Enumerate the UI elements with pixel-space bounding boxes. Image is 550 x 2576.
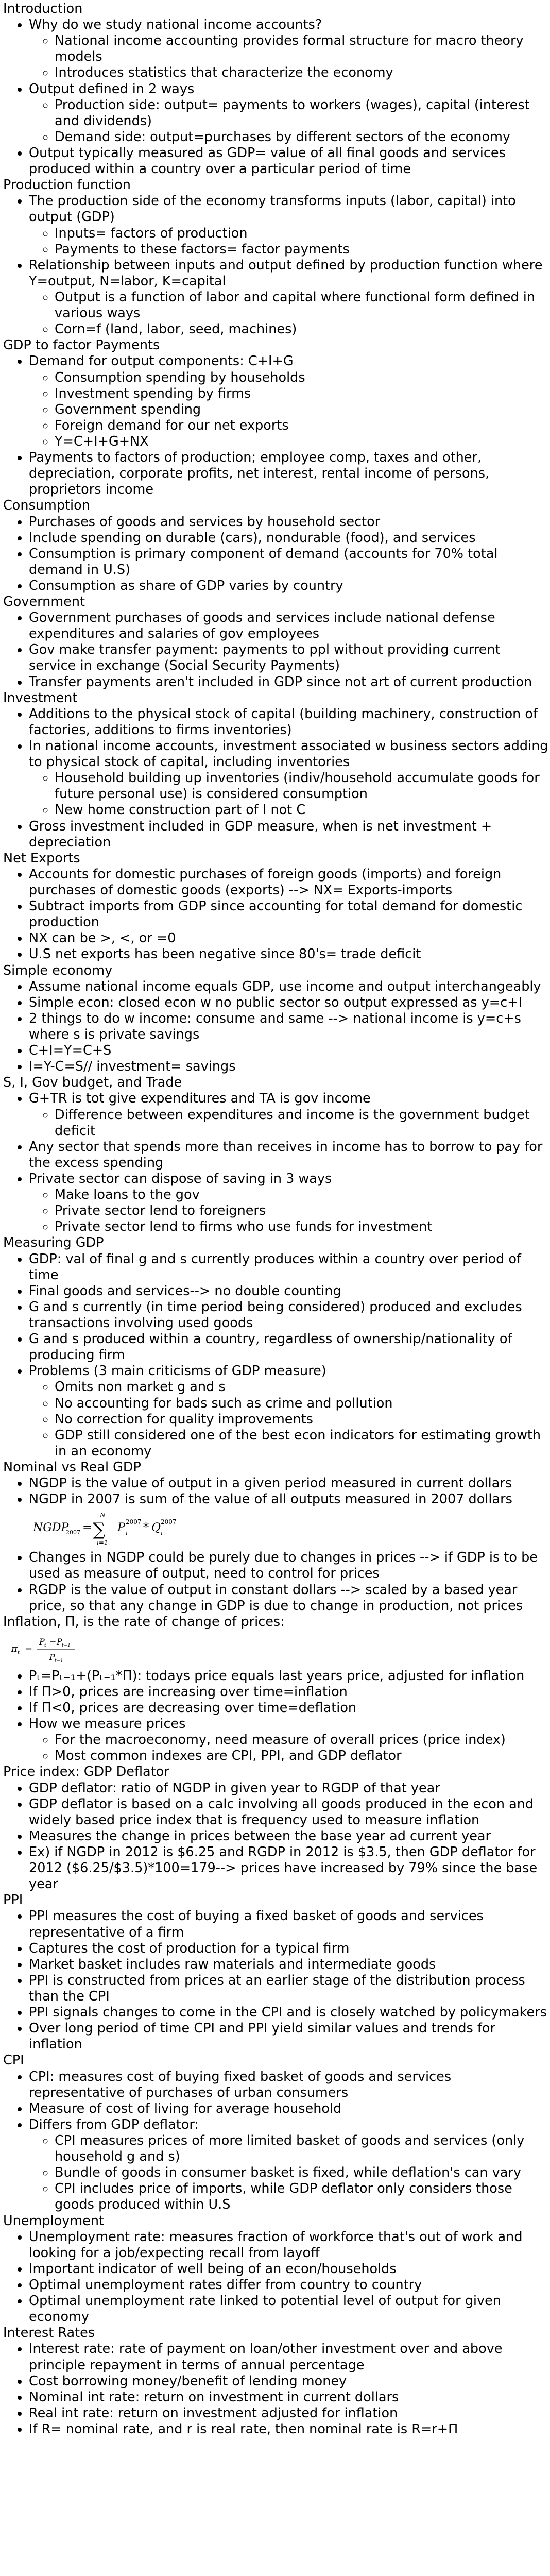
list-item-text: Omits non market g and s [55, 1379, 226, 1395]
list-item-text: Simple econ: closed econ w no public sector so output expressed as y=c+I [29, 994, 523, 1010]
bullet-list-level-2 [29, 33, 550, 81]
list-item-text: Interest rate: rate of payment on loan/other investment over and above principle repayment in terms of annual percentage [29, 2341, 503, 2373]
list-item [55, 1732, 550, 1748]
list-item [29, 1011, 550, 1043]
bullet-list-level-1 [3, 1668, 550, 1765]
list-item-text: 2 things to do w income: consume and same --> national income is y=c+s where s is private savings [29, 1010, 521, 1042]
list-item-text: CPI: measures cost of buying fixed basket of goods and services representative of purchases of urban consumers [29, 2069, 452, 2100]
bullet-list-level-1 [3, 1908, 550, 2053]
list-item [29, 2389, 550, 2405]
list-item-text: NGDP in 2007 is sum of the value of all outputs measured in 2007 dollars [29, 1492, 512, 1507]
list-item [29, 1668, 550, 1684]
list-item [55, 97, 550, 129]
list-item [29, 2261, 550, 2277]
list-item-text: Final goods and services--> no double counting [29, 1283, 341, 1299]
list-item [29, 258, 550, 338]
list-item-text: Output is a function of labor and capital where functional form defined in various ways [55, 289, 536, 321]
list-item-text: Gross investment included in GDP measure, when is net investment + depreciation [29, 818, 492, 850]
formula-text: P [57, 1636, 62, 1647]
list-item-text: Purchases of goods and services by household sector [29, 514, 381, 530]
list-item [29, 2293, 550, 2325]
list-item [29, 946, 550, 962]
list-item-text: Introduces statistics that characterize the economy [55, 65, 393, 81]
section-heading: Price index: GDP Deflator [3, 1764, 169, 1780]
list-item [29, 867, 550, 899]
section-heading: Measuring GDP [3, 1235, 104, 1251]
formula-text: = [82, 1521, 92, 1535]
section-price-index-gdp-deflator [3, 1764, 550, 1892]
list-item-text: Consumption spending by households [55, 369, 305, 385]
list-item [29, 353, 550, 450]
list-item-text: GDP deflator: ratio of NGDP in given year to RGDP of that year [29, 1780, 440, 1796]
list-item-text: PPI is constructed from prices at an earlier stage of the distribution process than the CPI [29, 1972, 525, 2005]
section-interest-rates [3, 2325, 550, 2437]
formula-text: t [18, 1650, 20, 1656]
list-item [55, 1412, 550, 1428]
formula-text: i [161, 1530, 163, 1537]
list-item [55, 226, 550, 242]
list-item-text: Demand for output components: C+I+G [29, 353, 294, 369]
formula-text: π [11, 1643, 18, 1654]
list-item-text: Changes in NGDP could be purely due to changes in prices --> if GDP is to be used as measure of output, need to control for prices [29, 1550, 538, 1582]
section-government [3, 594, 550, 690]
list-item-text: Nominal int rate: return on investment in current dollars [29, 2389, 399, 2405]
list-item-text: PPI signals changes to come in the CPI and is closely watched by policymakers [29, 2005, 547, 2021]
list-item-text: Gov make transfer payment: payments to ppl without providing current service in exchange (Social Security Payments) [29, 642, 501, 674]
list-item [29, 899, 550, 930]
section-introduction [3, 1, 550, 177]
list-item-text: Foreign demand for our net exports [55, 417, 289, 433]
section-heading: Simple economy [3, 962, 113, 978]
formula-text: Q [151, 1521, 161, 1535]
section-simple-economy [3, 963, 550, 1075]
bullet-list-level-1 [3, 1781, 550, 1893]
section-heading: GDP to factor Payments [3, 337, 160, 353]
list-item-text: If R= nominal rate, and r is real rate, then nominal rate is R=r+Π [29, 2421, 458, 2437]
list-item-text: Household building up inventories (indiv/household accumulate goods for future personal use) is considered consumption [55, 770, 540, 802]
list-item [55, 242, 550, 258]
list-item [29, 979, 550, 995]
bullet-list-level-2 [29, 1187, 550, 1235]
list-item [29, 1908, 550, 1940]
formula-text: NGDP [33, 1521, 69, 1535]
list-item [55, 386, 550, 402]
list-item-text: G+TR is tot give expenditures and TA is gov income [29, 1091, 371, 1107]
list-item [29, 642, 550, 674]
list-item [29, 1492, 550, 1548]
section-heading: Introduction [3, 1, 83, 16]
formula-text: 2007 [66, 1529, 80, 1536]
list-item [29, 546, 550, 578]
list-item [29, 2405, 550, 2421]
formula-text: ∑ [93, 1519, 106, 1540]
section-heading: Investment [3, 690, 78, 706]
list-item-text: Measure of cost of living for average household [29, 2100, 342, 2116]
list-item-text: G and s produced within a country, regardless of ownership/nationality of producing firm [29, 1331, 512, 1363]
list-item-text: Private sector lend to firms who use funds for investment [55, 1219, 433, 1235]
bullet-list-level-2 [29, 770, 550, 818]
bullet-list-level-1 [3, 353, 550, 498]
bullet-list-level-2 [29, 97, 550, 145]
list-item-text: Make loans to the gov [55, 1187, 200, 1203]
section-heading: Production function [3, 177, 131, 193]
list-item [55, 1203, 550, 1219]
list-item [29, 450, 550, 498]
inflation-formula [3, 1632, 550, 1666]
section-net-exports [3, 851, 550, 963]
list-item [29, 1582, 550, 1614]
list-item-text: Important indicator of well being of an econ/households [29, 2261, 397, 2277]
list-item [29, 1844, 550, 1892]
formula-text: 2007 [126, 1518, 142, 1526]
list-item [29, 674, 550, 690]
formula-text: i [126, 1530, 128, 1537]
section-heading: Inflation, Π, is the rate of change of prices: [3, 1614, 285, 1630]
list-item [29, 2117, 550, 2213]
list-item [55, 2133, 550, 2165]
list-item-text: Demand side: output=purchases by different sectors of the economy [55, 129, 511, 145]
list-item-text: Cost borrowing money/benefit of lending money [29, 2373, 347, 2389]
list-item [29, 995, 550, 1011]
section-heading: Government [3, 594, 85, 610]
list-item-text: Consumption as share of GDP varies by country [29, 578, 343, 594]
section-nominal-vs-real-gdp [3, 1460, 550, 1614]
list-item [55, 770, 550, 802]
list-item [29, 2069, 550, 2101]
list-item [29, 1251, 550, 1283]
bullet-list-level-2 [29, 226, 550, 258]
list-item [55, 1107, 550, 1139]
section-inflation-is-the-rate-of-change-of-price [3, 1614, 550, 1765]
formula-text: * [143, 1521, 149, 1535]
bullet-list-level-1 [3, 610, 550, 690]
formula-text: t−1 [62, 1642, 71, 1648]
list-item [29, 1091, 550, 1139]
list-item-text: Output defined in 2 ways [29, 81, 195, 97]
list-item-text: PPI measures the cost of buying a fixed basket of goods and services representative of a firm [29, 1908, 484, 1940]
section-gdp-to-factor-payments [3, 337, 550, 498]
list-item [29, 610, 550, 642]
list-item [29, 1171, 550, 1235]
list-item [29, 1716, 550, 1764]
list-item-text: Unemployment rate: measures fraction of workforce that's out of work and looking for a job/expecting recall from layoff [29, 2229, 523, 2261]
list-item [29, 1476, 550, 1492]
list-item [29, 193, 550, 257]
section-heading: CPI [3, 2053, 24, 2069]
list-item-text: I=Y-C=S// investment= savings [29, 1059, 236, 1075]
list-item-text: No accounting for bads such as crime and pollution [55, 1395, 393, 1411]
section-cpi [3, 2053, 550, 2213]
section-heading: Unemployment [3, 2213, 105, 2229]
list-item [29, 1973, 550, 2005]
list-item [55, 1748, 550, 1764]
list-item [29, 930, 550, 946]
list-item [29, 738, 550, 819]
section-investment [3, 690, 550, 851]
list-item-text: For the macroeconomy, need measure of overall prices (price index) [55, 1732, 506, 1748]
section-heading: Interest Rates [3, 2325, 95, 2341]
section-production-function [3, 177, 550, 337]
list-item-text: Corn=f (land, labor, seed, machines) [55, 321, 297, 337]
formula-text: = [25, 1643, 33, 1654]
section-s-i-gov-budget-and-trade [3, 1075, 550, 1235]
section-heading: Net Exports [3, 850, 80, 866]
list-item-text: G and s currently (in time period being considered) produced and excludes transactions involving used goods [29, 1299, 522, 1331]
list-item-text: Investment spending by firms [55, 385, 251, 401]
bullet-list-level-1 [3, 514, 550, 595]
formula-text: P [39, 1636, 45, 1647]
list-item [29, 1043, 550, 1059]
list-item-text: Ex) if NGDP in 2012 is $6.25 and RGDP in 2012 is $3.5, then GDP deflator for 2012 ($6.25/$3.5)*100=179--> prices have increased by 79% since the base year [29, 1844, 538, 1892]
formula-text: P [117, 1521, 125, 1535]
list-item-text: Difference between expenditures and income is the government budget deficit [55, 1107, 530, 1139]
list-item [55, 65, 550, 81]
list-item-text: How we measure prices [29, 1716, 186, 1732]
list-item-text: Payments to factors of production; employee comp, taxes and other, depreciation, corporate profits, net interest, rental income of persons, proprietors income [29, 450, 490, 498]
list-item-text: Government spending [55, 401, 201, 417]
list-item-text: Inputs= factors of production [55, 225, 248, 241]
list-item-text: Private sector can dispose of saving in 3 ways [29, 1171, 332, 1187]
formula-text: N [100, 1512, 106, 1519]
list-item [29, 1059, 550, 1075]
list-item [29, 2229, 550, 2261]
list-item [29, 145, 550, 177]
list-item [29, 1550, 550, 1582]
list-item-text: Most common indexes are CPI, PPI, and GDP deflator [55, 1748, 402, 1764]
list-item [29, 1299, 550, 1331]
list-item-text: NGDP is the value of output in a given period measured in current dollars [29, 1476, 512, 1492]
list-item [29, 1941, 550, 1957]
list-item [29, 1139, 550, 1171]
list-item-text: Consumption is primary component of demand (accounts for 70% total demand in U.S) [29, 546, 498, 578]
list-item-text: CPI includes price of imports, while GDP deflator only considers those goods produced within U.S [55, 2181, 512, 2213]
list-item-text: The production side of the economy transforms inputs (labor, capital) into output (GDP) [29, 193, 516, 225]
bullet-list-level-2 [29, 1379, 550, 1460]
bullet-list-level-2 [29, 2133, 550, 2213]
list-item [55, 33, 550, 65]
bullet-list-level-2 [29, 290, 550, 337]
list-item [55, 290, 550, 321]
list-item-text: Subtract imports from GDP since accounting for total demand for domestic production [29, 899, 523, 930]
list-item [29, 1828, 550, 1844]
list-item-text: NX can be >, <, or =0 [29, 930, 176, 946]
list-item-text: Bundle of goods in consumer basket is fixed, while deflation's can vary [55, 2165, 521, 2181]
bullet-list-level-1 [3, 1251, 550, 1460]
list-item-text: Payments to these factors= factor payments [55, 241, 350, 257]
ngdp-formula [29, 1510, 550, 1548]
list-item [29, 2277, 550, 2293]
bullet-list-level-1 [3, 1476, 550, 1614]
bullet-list-level-1 [3, 867, 550, 963]
list-item [55, 1396, 550, 1412]
list-item-text: If Π<0, prices are decreasing over time=deflation [29, 1700, 357, 1716]
list-item [55, 1219, 550, 1235]
list-item-text: Market basket includes raw materials and intermediate goods [29, 1956, 436, 1972]
list-item-text: Captures the cost of production for a typical firm [29, 1940, 350, 1956]
list-item-text: National income accounting provides formal structure for macro theory models [55, 33, 524, 65]
list-item [29, 514, 550, 530]
list-item [55, 402, 550, 418]
bullet-list-level-1 [3, 193, 550, 337]
formula-text: P [49, 1652, 55, 1662]
bullet-list-level-1 [3, 2229, 550, 2326]
list-item [29, 2021, 550, 2053]
bullet-list-level-2 [29, 370, 550, 450]
list-item-text: CPI measures prices of more limited basket of goods and services (only household g and s) [55, 2133, 525, 2165]
list-item [55, 321, 550, 337]
ngdp-formula-graphic [29, 1510, 214, 1548]
list-item-text: Y=C+I+G+NX [55, 433, 149, 449]
list-item [55, 418, 550, 434]
list-item-text: U.S net exports has been negative since 80's= trade deficit [29, 946, 421, 962]
list-item-text: Relationship between inputs and output defined by production function where Y=output, N=labor, K=capital [29, 257, 543, 289]
list-item [29, 1684, 550, 1700]
list-item-text: Any sector that spends more than receives in income has to borrow to pay for the excess spending [29, 1139, 543, 1171]
list-item-text: Production side: output= payments to workers (wages), capital (interest and dividends) [55, 97, 530, 129]
list-item-text: Private sector lend to foreigners [55, 1203, 266, 1219]
list-item [55, 1379, 550, 1395]
list-item-text: Transfer payments aren't included in GDP since not art of current production [29, 674, 532, 690]
list-item-text: Differs from GDP deflator: [29, 2116, 199, 2132]
list-item [55, 802, 550, 818]
bullet-list-level-1 [3, 2069, 550, 2213]
list-item [29, 578, 550, 594]
bullet-list-level-2 [29, 1107, 550, 1139]
list-item-text: If Π>0, prices are increasing over time=inflation [29, 1684, 348, 1700]
list-item [29, 1331, 550, 1363]
list-item [29, 2421, 550, 2437]
list-item [55, 129, 550, 145]
list-item-text: Pₜ=Pₜ₋₁+(Pₜ₋₁*Π): todays price equals last years price, adjusted for inflation [29, 1668, 525, 1684]
list-item [29, 1283, 550, 1299]
list-item-text: Additions to the physical stock of capital (building machinery, construction of factories, additions to firms inventories) [29, 706, 538, 738]
section-heading: S, I, Gov budget, and Trade [3, 1075, 182, 1091]
list-item [29, 1957, 550, 1973]
list-item-text: Optimal unemployment rates differ from country to country [29, 2277, 422, 2293]
bullet-list-level-2 [29, 1732, 550, 1764]
section-measuring-gdp [3, 1235, 550, 1460]
list-item [29, 2005, 550, 2021]
list-item [29, 81, 550, 145]
list-item [29, 17, 550, 81]
bullet-list-level-1 [3, 2341, 550, 2437]
list-item [29, 706, 550, 738]
list-item [55, 1187, 550, 1203]
list-item [55, 434, 550, 450]
list-item [29, 2341, 550, 2373]
list-item-text: C+I=Y=C+S [29, 1043, 112, 1059]
inflation-formula-graphic [3, 1632, 127, 1666]
list-item-text: GDP deflator is based on a calc involving all goods produced in the econ and widely based price index that is frequency used to measure inflation [29, 1796, 534, 1828]
list-item [29, 819, 550, 851]
list-item-text: GDP still considered one of the best econ indicators for estimating growth in an economy [55, 1427, 541, 1459]
list-item-text: Real int rate: return on investment adjusted for inflation [29, 2405, 398, 2421]
list-item [55, 2181, 550, 2213]
list-item [55, 1428, 550, 1460]
bullet-list-level-1 [3, 1091, 550, 1235]
list-item [29, 1781, 550, 1797]
list-item [29, 1797, 550, 1828]
formula-text: 2007 [161, 1518, 177, 1526]
bullet-list-level-1 [3, 706, 550, 851]
list-item-text: Include spending on durable (cars), nondurable (food), and services [29, 530, 476, 546]
section-ppi [3, 1892, 550, 2053]
list-item [29, 530, 550, 546]
list-item-text: Over long period of time CPI and PPI yield similar values and trends for inflation [29, 2021, 495, 2053]
list-item-text: Output typically measured as GDP= value of all final goods and services produced within a country over a particular period of time [29, 145, 506, 177]
list-item [29, 1363, 550, 1460]
list-item-text: GDP: val of final g and s currently produces within a country over period of time [29, 1251, 521, 1283]
list-item [55, 370, 550, 386]
section-heading: Consumption [3, 498, 90, 514]
formula-text: t−1 [55, 1658, 63, 1664]
formula-text: − [49, 1636, 57, 1647]
section-heading: PPI [3, 1892, 23, 1908]
formula-text: i=1 [97, 1539, 108, 1547]
list-item [29, 2374, 550, 2389]
list-item-text: Assume national income equals GDP, use income and output interchangeably [29, 978, 541, 994]
list-item [29, 2101, 550, 2117]
bullet-list-level-1 [3, 17, 550, 177]
section-unemployment [3, 2213, 550, 2326]
list-item-text: Problems (3 main criticisms of GDP measure) [29, 1363, 326, 1379]
list-item-text: New home construction part of I not C [55, 802, 306, 818]
list-item-text: RGDP is the value of output in constant dollars --> scaled by a based year price, so that any change in GDP is due to change in production, not prices [29, 1582, 523, 1614]
section-heading: Nominal vs Real GDP [3, 1459, 141, 1475]
list-item [29, 1700, 550, 1716]
bullet-list-level-1 [3, 979, 550, 1075]
section-consumption [3, 498, 550, 594]
list-item-text: Government purchases of goods and services include national defense expenditures and salaries of gov employees [29, 610, 495, 642]
list-item-text: Accounts for domestic purchases of foreign goods (imports) and foreign purchases of domestic goods (exports) --> NX= Exports-imports [29, 866, 502, 899]
list-item [55, 2165, 550, 2181]
list-item-text: Why do we study national income accounts? [29, 17, 322, 33]
list-item-text: No correction for quality improvements [55, 1411, 313, 1427]
list-item-text: Optimal unemployment rate linked to potential level of output for given economy [29, 2293, 501, 2325]
list-item-text: In national income accounts, investment associated w business sectors adding to physical stock of capital, including inventories [29, 738, 548, 770]
list-item-text: Measures the change in prices between the base year ad current year [29, 1828, 491, 1844]
formula-text: t [44, 1642, 46, 1648]
